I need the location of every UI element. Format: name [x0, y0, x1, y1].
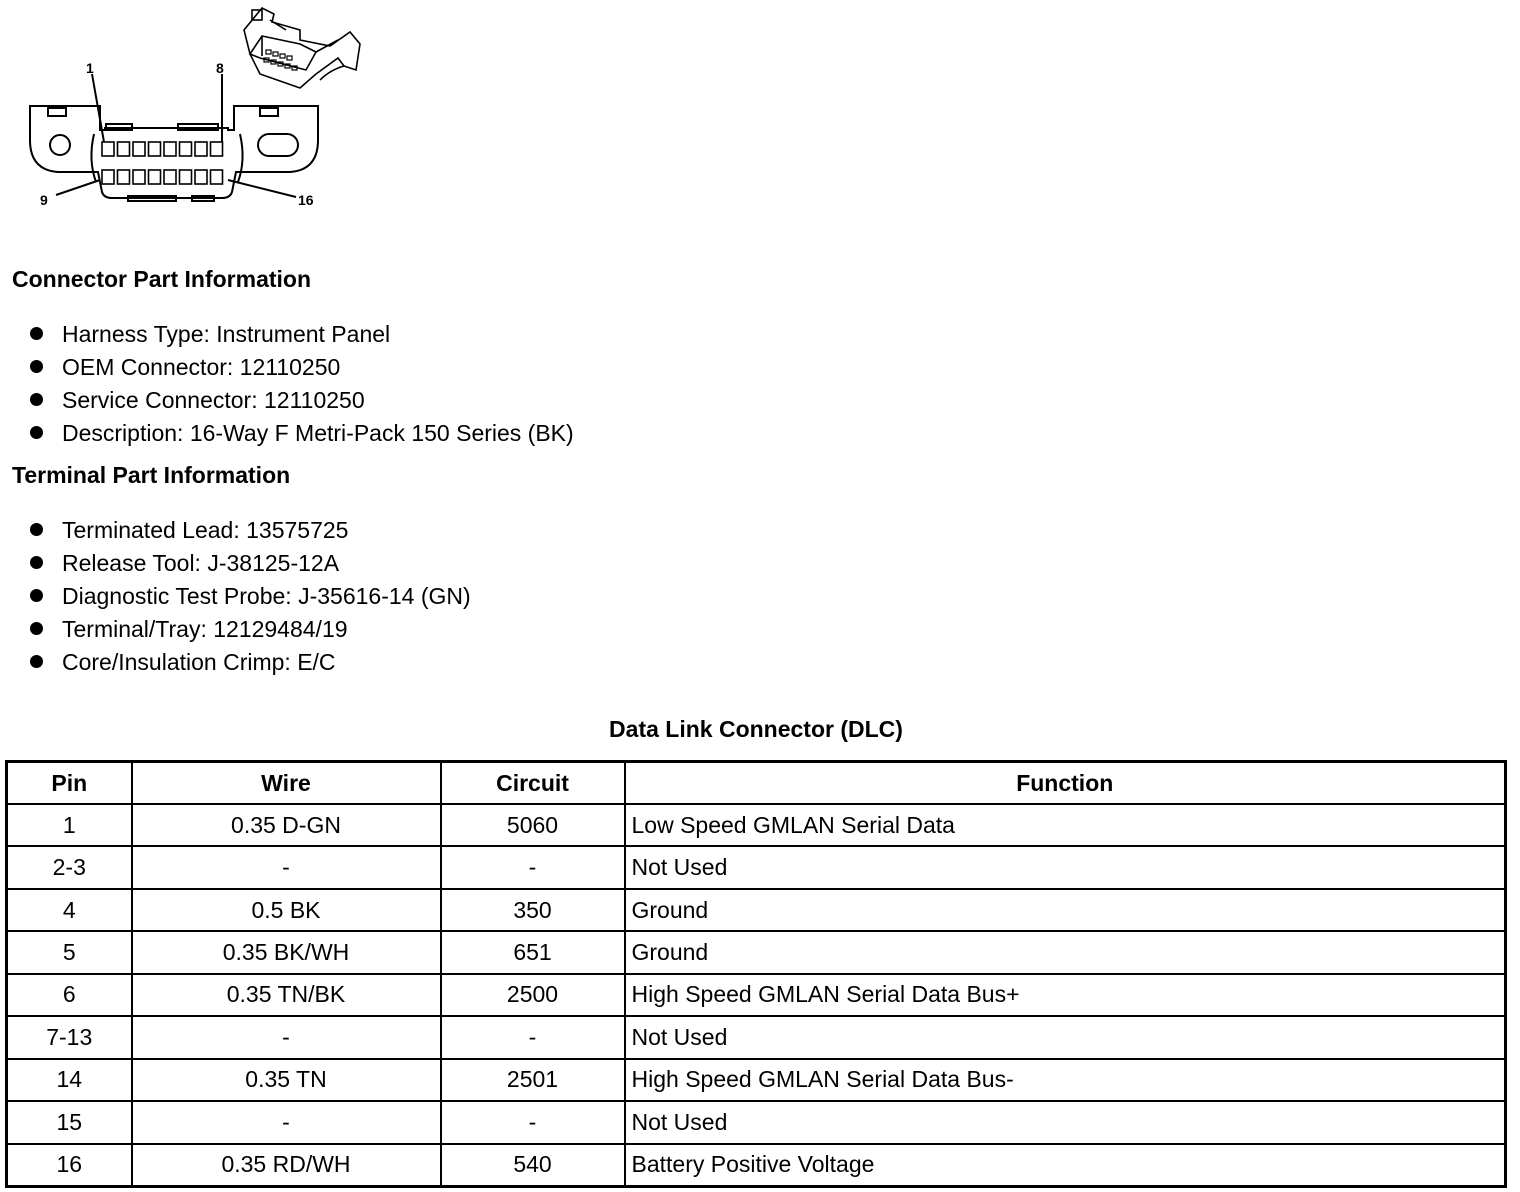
cell-pin: 1 — [7, 804, 132, 846]
cell-pin: 4 — [7, 889, 132, 931]
pin-cavity — [211, 142, 223, 156]
cell-circuit: 350 — [441, 889, 625, 931]
cell-pin: 16 — [7, 1144, 132, 1187]
list-item: Release Tool: J-38125-12A — [30, 547, 471, 580]
pin-cavity — [149, 170, 161, 184]
cell-wire: - — [132, 1016, 441, 1058]
connector-info-heading: Connector Part Information — [12, 266, 312, 292]
bullet-icon — [30, 556, 43, 569]
list-item: Harness Type: Instrument Panel — [30, 318, 574, 351]
list-item: Terminal/Tray: 12129484/19 — [30, 613, 471, 646]
pin-cavity — [133, 170, 145, 184]
bullet-icon — [30, 327, 43, 340]
cell-wire: 0.35 TN — [132, 1059, 441, 1101]
cell-wire: 0.35 BK/WH — [132, 931, 441, 973]
cell-circuit: 2500 — [441, 974, 625, 1016]
table-row — [7, 974, 1506, 1016]
bullet-icon — [30, 426, 43, 439]
bullet-icon — [30, 360, 43, 373]
terminal-info-heading: Terminal Part Information — [12, 462, 291, 488]
cell-circuit: - — [441, 1016, 625, 1058]
column-header-circuit: Circuit — [441, 762, 625, 805]
cell-wire: 0.35 RD/WH — [132, 1144, 441, 1187]
pin-label-9: 9 — [40, 192, 48, 208]
connector-info-list — [30, 318, 574, 450]
table-row — [7, 1101, 1506, 1143]
bullet-icon — [30, 589, 43, 602]
cell-circuit: 651 — [441, 931, 625, 973]
cell-pin: 7-13 — [7, 1016, 132, 1058]
pin-cavity — [180, 170, 192, 184]
list-item: Terminated Lead: 13575725 — [30, 514, 471, 547]
cell-function: Ground — [625, 889, 1506, 931]
table-row — [7, 846, 1506, 888]
pin-cavity — [133, 142, 145, 156]
cell-function: Not Used — [625, 1101, 1506, 1143]
cell-pin: 15 — [7, 1101, 132, 1143]
pin-cavity — [211, 170, 223, 184]
pin-cavity — [102, 142, 114, 156]
connector-diagram — [0, 0, 380, 220]
list-item: Description: 16-Way F Metri-Pack 150 Series (BK) — [30, 417, 574, 450]
pin-cavity — [118, 142, 130, 156]
column-header-pin: Pin — [7, 762, 132, 805]
cell-circuit: - — [441, 846, 625, 888]
pin-cavity — [118, 170, 130, 184]
cell-circuit: 540 — [441, 1144, 625, 1187]
cell-function: Ground — [625, 931, 1506, 973]
pin-cavity — [195, 142, 207, 156]
pin-cavity — [102, 170, 114, 184]
cell-function: Battery Positive Voltage — [625, 1144, 1506, 1187]
cell-pin: 5 — [7, 931, 132, 973]
cell-pin: 6 — [7, 974, 132, 1016]
column-header-wire: Wire — [132, 762, 441, 805]
cell-circuit: 5060 — [441, 804, 625, 846]
pin-cavity — [195, 170, 207, 184]
cell-function: Not Used — [625, 846, 1506, 888]
pin-cavity — [164, 170, 176, 184]
table-title: Data Link Connector (DLC) — [609, 716, 903, 742]
list-item: Diagnostic Test Probe: J-35616-14 (GN) — [30, 580, 471, 613]
table-row — [7, 804, 1506, 846]
table-row — [7, 1016, 1506, 1058]
pin-cavity — [164, 142, 176, 156]
list-item: OEM Connector: 12110250 — [30, 351, 574, 384]
list-item: Service Connector: 12110250 — [30, 384, 574, 417]
bullet-icon — [30, 655, 43, 668]
list-item: Core/Insulation Crimp: E/C — [30, 646, 471, 679]
cell-wire: 0.35 TN/BK — [132, 974, 441, 1016]
cell-function: Not Used — [625, 1016, 1506, 1058]
table-row — [7, 931, 1506, 973]
table-row — [7, 1144, 1506, 1187]
cell-function: High Speed GMLAN Serial Data Bus- — [625, 1059, 1506, 1101]
connector-perspective-icon — [244, 8, 360, 88]
cell-wire: 0.5 BK — [132, 889, 441, 931]
table-header-row — [7, 762, 1506, 805]
cell-circuit: - — [441, 1101, 625, 1143]
pin-label-8: 8 — [216, 60, 224, 76]
bullet-icon — [30, 393, 43, 406]
cell-function: High Speed GMLAN Serial Data Bus+ — [625, 974, 1506, 1016]
table-row — [7, 1059, 1506, 1101]
dlc-pinout-table — [5, 760, 1507, 1188]
pin-cavity — [180, 142, 192, 156]
terminal-info-list — [30, 514, 471, 679]
cell-pin: 2-3 — [7, 846, 132, 888]
pin-cavity — [149, 142, 161, 156]
column-header-function: Function — [625, 762, 1506, 805]
cell-wire: - — [132, 1101, 441, 1143]
table-row — [7, 889, 1506, 931]
pin-label-1: 1 — [86, 60, 94, 76]
cell-pin: 14 — [7, 1059, 132, 1101]
cell-function: Low Speed GMLAN Serial Data — [625, 804, 1506, 846]
bullet-icon — [30, 622, 43, 635]
pin-label-16: 16 — [298, 192, 314, 208]
bullet-icon — [30, 523, 43, 536]
cell-wire: 0.35 D-GN — [132, 804, 441, 846]
cell-wire: - — [132, 846, 441, 888]
cell-circuit: 2501 — [441, 1059, 625, 1101]
